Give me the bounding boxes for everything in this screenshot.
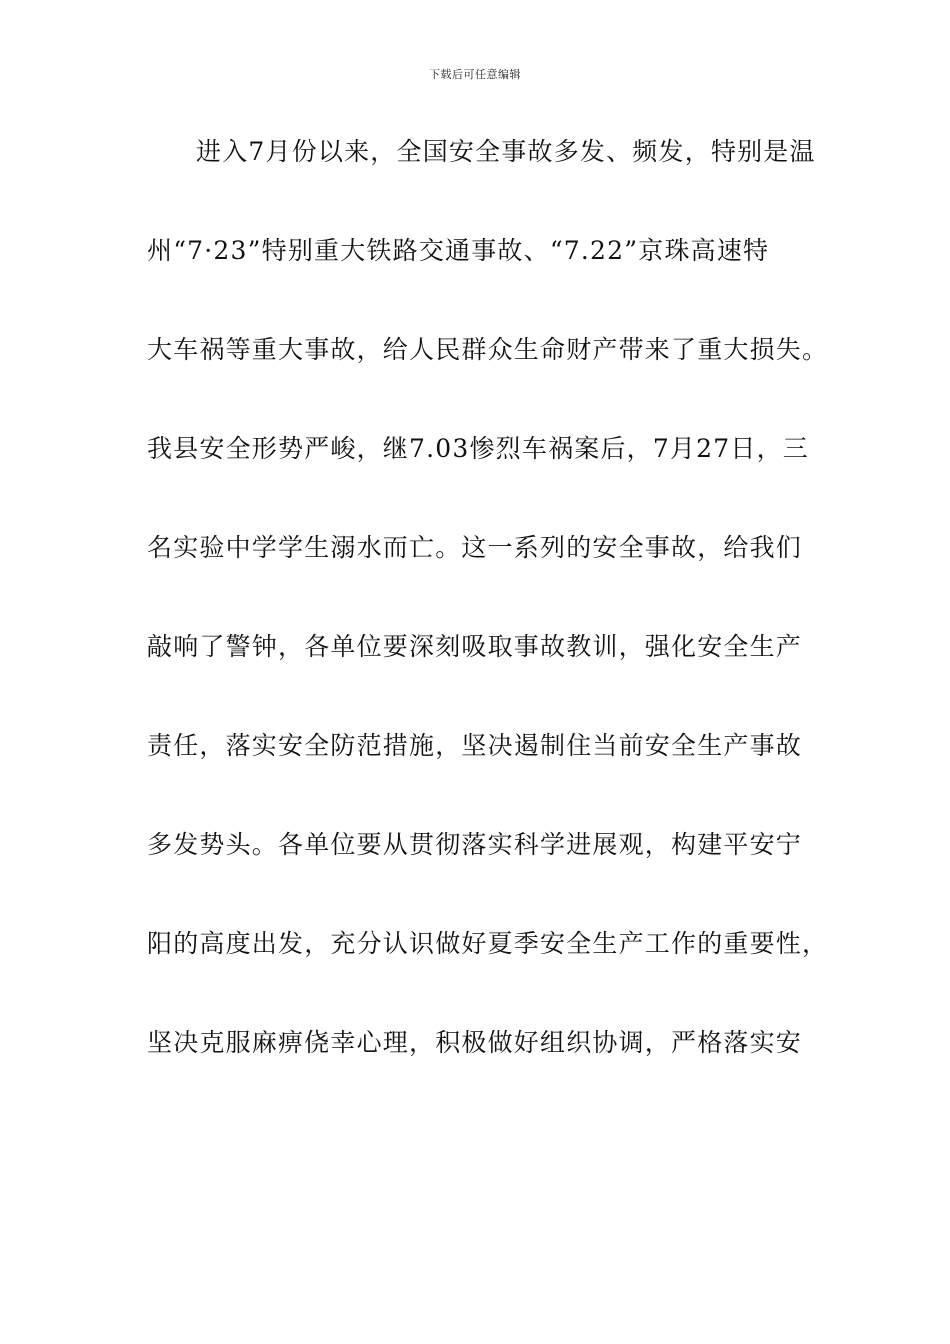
header-note: 下载后可任意编辑	[429, 68, 521, 81]
paragraph-line: 进入7月份以来，全国安全事故多发、频发，特别是温	[196, 137, 816, 166]
paragraph-line: 大车祸等重大事故，给人民群众生命财产带来了重大损失。	[147, 335, 829, 364]
body-paragraph	[147, 130, 827, 1120]
paragraph-line: 坚决克服麻痹侥幸心理，积极做好组织协调，严格落实安	[147, 1028, 803, 1057]
paragraph-line: 敲响了警钟，各单位要深刻吸取事故教训，强化安全生产	[147, 632, 803, 661]
paragraph-line: 阳的高度出发，充分认识做好夏季安全生产工作的重要性，	[147, 929, 829, 958]
paragraph-line: 责任，落实安全防范措施，坚决遏制住当前安全生产事故	[147, 731, 803, 760]
paragraph-line: 州“7·23”特别重大铁路交通事故、“7.22”京珠高速特	[147, 236, 770, 265]
paragraph-line: 名实验中学学生溺水而亡。这一系列的安全事故，给我们	[147, 533, 803, 562]
paragraph-line: 我县安全形势严峻，继7.03惨烈车祸案后，7月27日，三	[147, 434, 809, 463]
paragraph-line: 多发势头。各单位要从贯彻落实科学进展观，构建平安宁	[147, 830, 803, 859]
